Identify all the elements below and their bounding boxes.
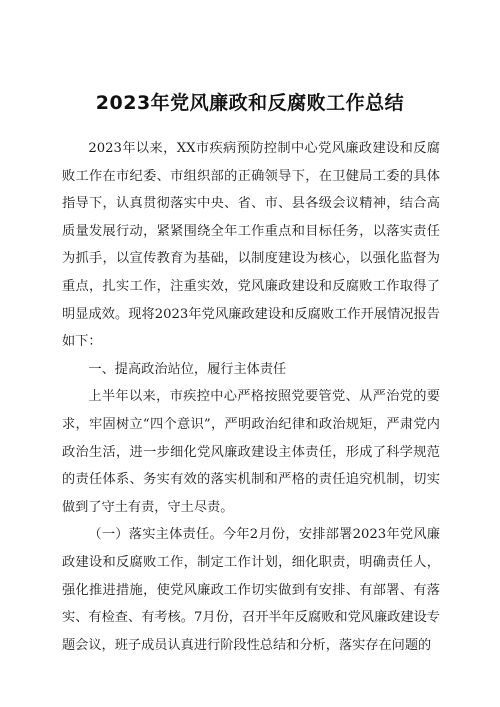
subsection-1-paragraph: （一）落实主体责任。今年2月份，安排部署2023年党风廉政建设和反腐败工作，制定工作计划，细化职责，明确责任人，强化推进措施，使党风廉政工作切实做到有安排、有部署、有落实、有检查、有考核。7月份，召开半年反腐败和党风廉政建设专题会议，班子成员认真进行阶段性总结和分析，落实存在问题的 [62, 527, 440, 653]
document-title: 2023年党风廉政和反腐败工作总结 [95, 92, 405, 114]
section-heading-1: 一、提高政治站位，履行主体责任 [88, 361, 287, 377]
document-body [62, 135, 440, 659]
intro-paragraph: 2023年以来，XX市疾病预防控制中心党风廉政建设和反腐败工作在市纪委、市组织部的正确领导下，在卫健局工委的具体指导下，认真贯彻落实中央、省、市、县各级会议精神，结合高质量发展行动，紧紧围绕全年工作重点和目标任务，以落实责任为抓手，以宣传教育为基础，以制度建设为核心，以强化监督为重点，扎实工作，注重实效，党风廉政建设和反腐败工作取得了明显成效。现将2023年党风廉政建设和反腐败工作开展情况报告如下： [62, 141, 440, 350]
section-1-paragraph: 上半年以来，市疾控中心严格按照党要管党、从严治党的要求，牢固树立“四个意识”，严明政治纪律和政治规矩，严肃党内政治生活，进一步细化党风廉政建设主体责任，形成了科学规范的责任体系、务实有效的落实机制和严格的责任追究机制，切实做到了守土有责，守土尽责。 [62, 389, 440, 515]
